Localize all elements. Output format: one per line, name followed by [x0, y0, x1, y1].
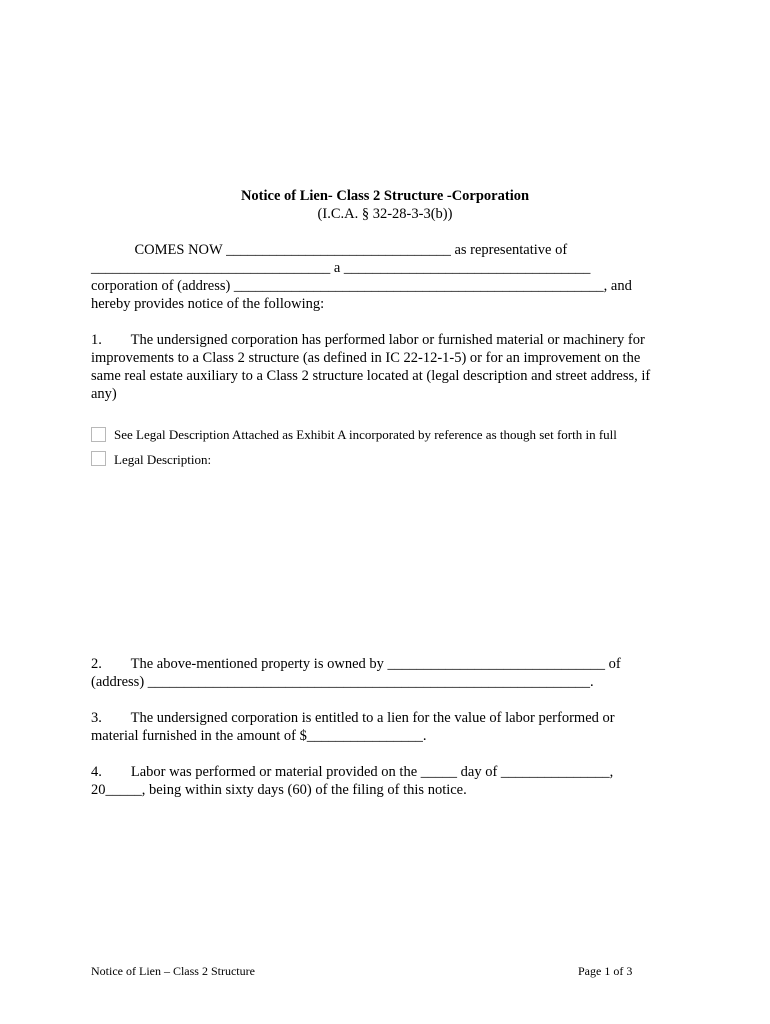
item-2-line-2: (address) _____________________________________________________________. — [91, 674, 594, 690]
item-1-line-2: improvements to a Class 2 structure (as defined in IC 22-12-1-5) or for an improvement on the — [91, 350, 641, 366]
intro-line-3: corporation of (address) ___________________________________________________, and — [91, 278, 632, 294]
item-3-line-1: 3. The undersigned corporation is entitled to a lien for the value of labor performed or — [91, 710, 615, 726]
exhibit-a-checkbox-label: See Legal Description Attached as Exhibit A incorporated by reference as though set forth in full — [114, 427, 617, 442]
footer-left: Notice of Lien – Class 2 Structure — [91, 964, 255, 978]
intro-line-2: _________________________________ a __________________________________ — [91, 260, 591, 276]
item-2-line-1: 2. The above-mentioned property is owned by ______________________________ of — [91, 656, 621, 672]
item-4-line-1: 4. Labor was performed or material provided on the _____ day of _______________, — [91, 764, 614, 780]
item-3-line-2: material furnished in the amount of $________________. — [91, 728, 427, 744]
item-1-line-1: 1. The undersigned corporation has performed labor or furnished material or machinery for — [91, 332, 645, 348]
intro-line-4: hereby provides notice of the following: — [91, 296, 325, 312]
legal-description-checkbox-label: Legal Description: — [114, 452, 212, 467]
footer-page-number: Page 1 of 3 — [578, 964, 633, 978]
exhibit-a-checkbox[interactable] — [91, 427, 106, 442]
intro-line-1: COMES NOW _______________________________ as representative of — [91, 242, 568, 258]
item-1-line-3: same real estate auxiliary to a Class 2 structure located at (legal description and street address, if — [91, 368, 651, 384]
item-1-line-4: any) — [91, 386, 117, 402]
document-title: Notice of Lien- Class 2 Structure -Corporation — [240, 188, 530, 204]
document-subtitle: (I.C.A. § 32-28-3-3(b)) — [317, 206, 453, 222]
legal-description-checkbox[interactable] — [91, 451, 106, 466]
item-4-line-2: 20_____, being within sixty days (60) of the filing of this notice. — [91, 782, 467, 798]
